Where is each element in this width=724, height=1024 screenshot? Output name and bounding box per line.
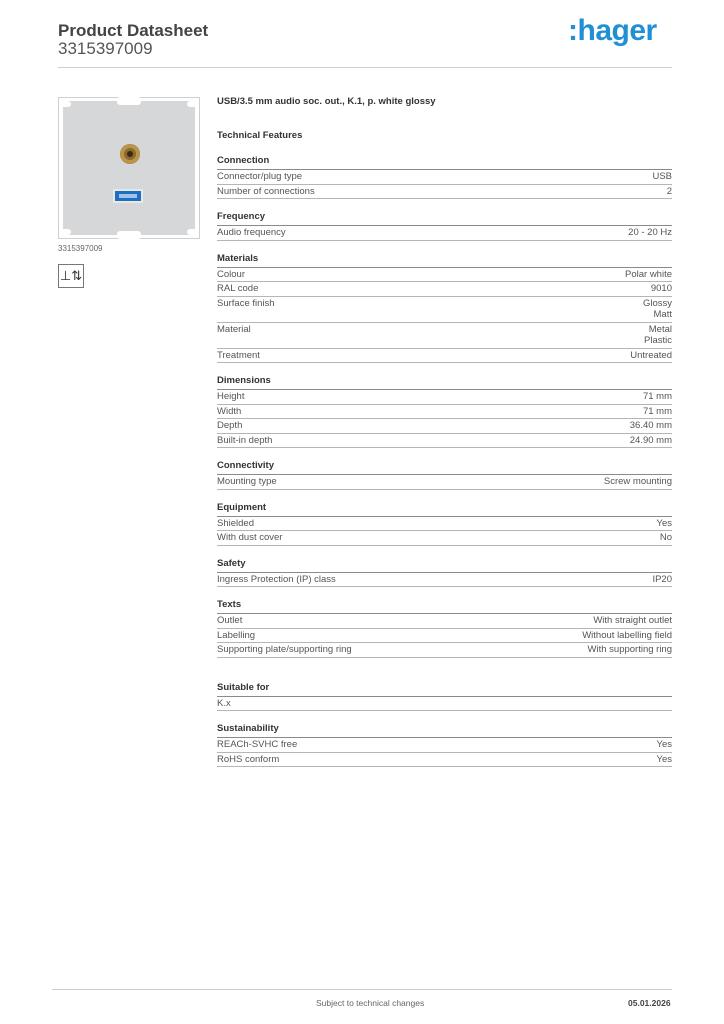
spec-label: Depth <box>217 420 243 431</box>
spec-row <box>217 297 672 323</box>
spec-label: Labelling <box>217 629 256 641</box>
spec-value <box>667 186 672 198</box>
spec-value <box>657 739 673 751</box>
socket-plate-image <box>63 101 195 235</box>
spec-value-line: 9010 <box>650 283 672 294</box>
spec-value-line: 2 <box>666 185 672 197</box>
spec-label: REACh-SVHC free <box>217 739 298 750</box>
spec-label: Outlet <box>217 615 243 626</box>
footer-date: 05.01.2026 <box>628 998 671 1008</box>
spec-row <box>217 753 672 768</box>
spec-group <box>217 682 672 712</box>
spec-value <box>630 420 672 432</box>
spec-value-line: 20 - 20 Hz <box>628 227 672 238</box>
spec-row <box>217 282 672 297</box>
spec-value-line: Metal <box>648 323 672 335</box>
page-title: Product Datasheet <box>58 21 209 40</box>
spec-group <box>217 558 672 588</box>
header-divider <box>58 67 672 68</box>
spec-value <box>652 171 672 183</box>
spec-value-line: Polar white <box>625 268 672 280</box>
spec-value <box>630 350 672 362</box>
spec-groups <box>217 155 672 767</box>
spec-value <box>630 435 672 447</box>
product-title: USB/3.5 mm audio soc. out., K.1, p. white glossy <box>217 96 436 107</box>
spec-value <box>582 630 672 642</box>
spec-row <box>217 349 672 364</box>
spec-row <box>217 475 672 490</box>
group-heading: Suitable for <box>217 682 672 697</box>
spec-value-line: Yes <box>656 517 672 529</box>
spec-value-line: 36.40 mm <box>629 420 672 431</box>
spec-value <box>604 476 672 488</box>
spec-value-line: Yes <box>656 753 672 765</box>
brand-logo <box>568 14 657 48</box>
spec-value-line: Glossy <box>642 297 672 309</box>
spec-row <box>217 614 672 629</box>
spec-row <box>217 268 672 283</box>
features-heading: Technical Features <box>217 130 303 141</box>
spec-row <box>217 419 672 434</box>
product-number: 3315397009 <box>58 39 153 58</box>
spec-row <box>217 531 672 546</box>
spec-label: Shielded <box>217 517 254 529</box>
spec-label: RoHS conform <box>217 753 280 765</box>
spec-label: Width <box>217 405 242 417</box>
spec-value-line: IP20 <box>652 573 672 585</box>
spec-value <box>651 283 672 295</box>
spec-value <box>660 532 672 544</box>
audio-jack-icon <box>120 144 140 164</box>
spec-value <box>643 406 672 418</box>
spec-row <box>217 629 672 644</box>
spec-row <box>217 226 672 241</box>
spec-label: K.x <box>217 697 231 709</box>
spec-value-line: 71 mm <box>642 391 672 402</box>
group-heading: Sustainability <box>217 723 672 738</box>
spec-row <box>217 170 672 185</box>
spec-label: With dust cover <box>217 532 283 543</box>
spec-label: Mounting type <box>217 476 277 487</box>
spec-content <box>217 96 672 767</box>
group-heading: Texts <box>217 599 672 614</box>
spec-value <box>593 615 672 627</box>
group-heading: Safety <box>217 558 672 573</box>
spec-value-line: Matt <box>653 309 672 320</box>
spec-label: Built-in depth <box>217 434 273 446</box>
spec-group <box>217 211 672 241</box>
spec-value <box>657 754 673 766</box>
spec-row <box>217 697 672 712</box>
spec-value <box>625 269 672 281</box>
spec-label: Height <box>217 391 245 402</box>
spec-label: Number of connections <box>217 185 315 197</box>
spec-row <box>217 517 672 532</box>
spec-row <box>217 738 672 753</box>
group-heading: Frequency <box>217 211 672 226</box>
spec-label: RAL code <box>217 283 259 294</box>
spec-group <box>217 599 672 658</box>
spec-value <box>644 324 672 347</box>
group-heading: Dimensions <box>217 375 672 390</box>
spec-row <box>217 185 672 200</box>
group-heading: Connectivity <box>217 460 672 475</box>
logo-text: hager <box>577 14 657 47</box>
spec-row <box>217 390 672 405</box>
spec-value <box>643 298 672 321</box>
spec-value-line: With straight outlet <box>593 615 672 626</box>
spec-value-line: Yes <box>656 739 672 750</box>
spec-value <box>588 644 672 656</box>
spec-label: Surface finish <box>217 297 275 309</box>
spec-row <box>217 434 672 449</box>
spec-value-line: 24.90 mm <box>629 434 672 446</box>
spec-value <box>657 518 673 530</box>
spec-value-line: 71 mm <box>642 405 672 417</box>
group-heading: Materials <box>217 253 672 268</box>
group-heading: Equipment <box>217 502 672 517</box>
logo-colon: : <box>568 14 578 47</box>
spec-value <box>643 391 672 403</box>
spec-group <box>217 253 672 364</box>
spec-label: Colour <box>217 268 245 280</box>
usb-port-icon <box>113 189 143 203</box>
spec-group <box>217 375 672 448</box>
spec-value-line: Screw mounting <box>603 476 672 487</box>
spec-label: Audio frequency <box>217 227 286 238</box>
spec-value-line: Untreated <box>630 349 672 361</box>
spec-label: Supporting plate/supporting ring <box>217 644 352 655</box>
spec-group <box>217 460 672 490</box>
spec-value-line: With supporting ring <box>587 644 672 655</box>
product-image <box>58 97 200 239</box>
spec-value <box>628 227 672 239</box>
spec-label: Connector/plug type <box>217 171 303 182</box>
spec-label: Ingress Protection (IP) class <box>217 573 336 585</box>
spec-label: Material <box>217 323 251 335</box>
spec-value-line: Without labelling field <box>582 629 672 641</box>
spec-row <box>217 573 672 588</box>
spec-group <box>217 723 672 767</box>
connector-symbol-icon: ⊥⇅ <box>58 264 84 288</box>
spec-row <box>217 405 672 420</box>
group-heading: Connection <box>217 155 672 170</box>
image-caption: 3315397009 <box>58 244 103 253</box>
footer-note: Subject to technical changes <box>316 998 425 1008</box>
spec-row <box>217 323 672 349</box>
spec-value-line: USB <box>652 171 672 182</box>
spec-group <box>217 502 672 546</box>
spec-value <box>652 574 672 586</box>
spec-row <box>217 643 672 658</box>
spec-value-line: No <box>659 532 672 543</box>
footer-divider <box>52 989 672 990</box>
spec-label: Treatment <box>217 349 260 361</box>
spec-value-line: Plastic <box>644 335 672 346</box>
spec-group <box>217 155 672 199</box>
